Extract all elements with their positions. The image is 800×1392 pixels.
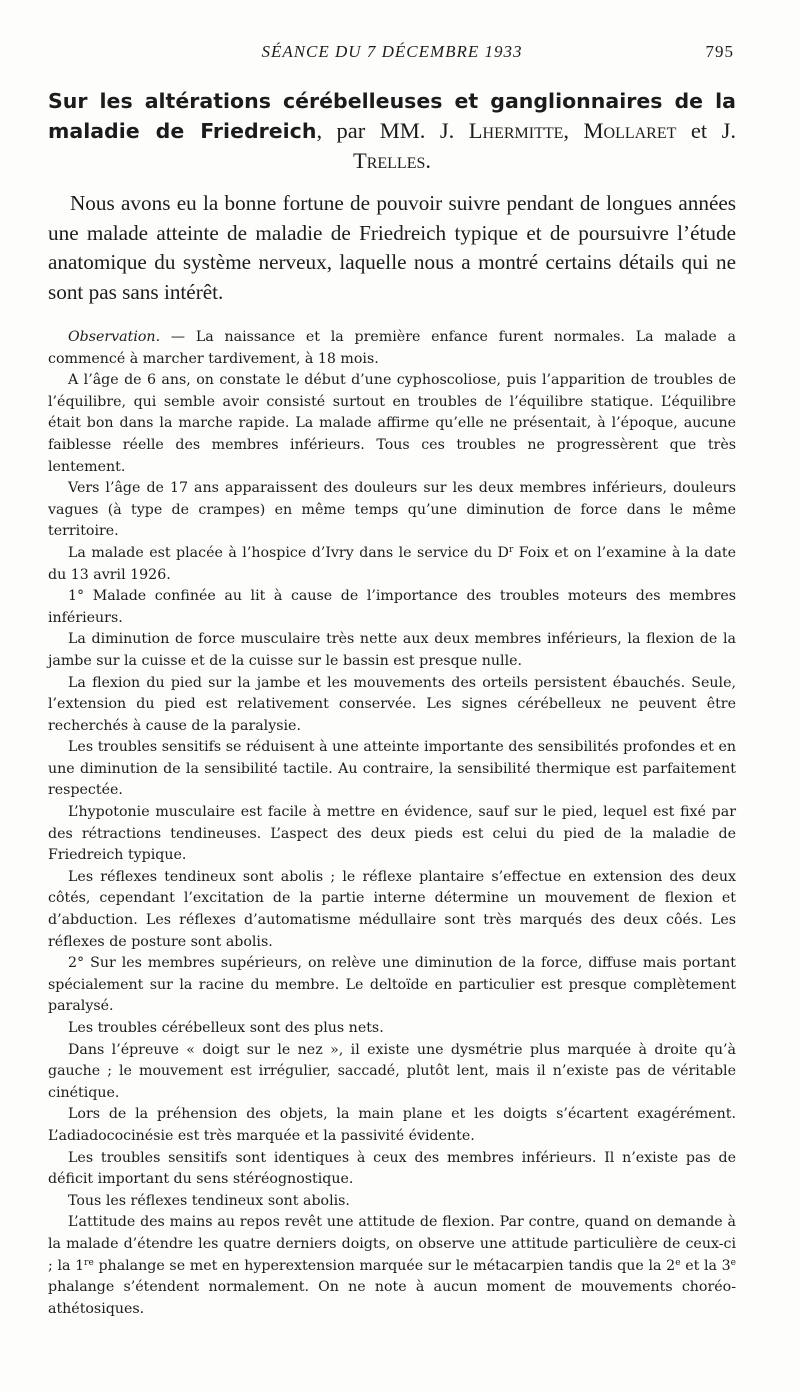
paragraph: Les réflexes tendineux sont abolis ; le réflexe plantaire s’effectue en extension des deux côtés, cependant l’excitation de la partie interne détermine un mouvement de flexion et d’abduction. Les réflexes d’automatisme médullaire sont très marqués des deux côés. Les réflexes de posture sont abolis. [48,868,736,950]
author-mollaret: Mollaret [583,118,677,143]
author-trelles: Trelles [352,148,426,173]
paragraph: La flexion du pied sur la jambe et les mouvements des orteils persistent ébauchés. Seule, l’extension du pied est relativement conservée. Les signes cérébelleux ne peuvent être recherchés à cause de la paralysie. [48,674,736,734]
paragraph: Dans l’épreuve « doigt sur le nez », il existe une dysmétrie plus marquée à droite qu’à gauche ; le mouvement est irrégulier, saccadé, plutôt lent, mais il n’existe pas de véritable cinétique. [48,1041,736,1101]
superscript: e [675,1257,681,1268]
paragraph: Les troubles sensitifs sont identiques à ceux des membres inférieurs. Il n’existe pas de déficit important du sens stéréognostique. [48,1149,736,1188]
paragraph: Vers l’âge de 17 ans apparaissent des douleurs sur les deux membres inférieurs, douleurs vagues (à type de crampes) en même temps qu’une diminution de force dans le même territoire. [48,480,736,540]
paragraph-text: et la 3 [680,1257,731,1274]
paragraph-observation [48,327,736,370]
title-sep1: , [563,118,584,143]
title-end: . [425,148,432,173]
paragraph: L’hypotonie musculaire est facile à mettre en évidence, sauf sur le pied, lequel est fixé par des rétractions tendineuses. L’aspect des deux pieds est celui du pied de la maladie de Friedreich typique. [48,804,736,864]
paragraph-text: Foix et on l’examine à la date du 13 avril 1926. [48,544,737,583]
paragraph-text: — La naissance et la première enfance furent normales. La malade a commencé à marcher tardivement, à 18 mois. [48,329,736,367]
paragraph: La diminution de force musculaire très nette aux deux membres inférieurs, la flexion de la jambe sur la cuisse et de la cuisse sur le bassin est presque nulle. [48,631,736,669]
paragraph-text: phalange se met en hyperextension marquée sur le métacarpien tandis que la 2 [93,1257,676,1274]
paragraph-text: L’attitude des mains au repos revêt une attitude de flexion. Par contre, quand on demande à la malade d’étendre les quatre derniers doigts, on observe une attitude particulière de ceux-ci ; la 1 [48,1214,736,1274]
paragraph: A l’âge de 6 ans, on constate le début d’une cyphoscoliose, puis l’apparition de troubles de l’équilibre, qui semble avoir consisté surtout en troubles de l’équilibre statique. L’équilibre était bon dans la marche rapide. La malade affirme qu’elle ne présentait, à l’époque, aucune faiblesse réelle des membres inférieurs. Tous ces troubles ne progressèrent que très lentement. [48,372,736,475]
article-title [48,86,736,175]
title-sep2: et J. [676,118,737,143]
author-lhermitte: Lhermitte [468,118,564,143]
paragraph: 1° Malade confinée au lit à cause de l’importance des troubles moteurs des membres inférieurs. [48,588,736,626]
paragraph-text: La malade est placée à l’hospice d’Ivry dans le service du D [68,544,509,561]
superscript: r [508,544,514,555]
page-number: 795 [705,42,734,61]
superscript: e [730,1257,736,1268]
running-head [48,38,736,68]
title-par: , par MM. J. [316,118,469,143]
paragraph: Tous les réflexes tendineux sont abolis. [68,1192,350,1209]
paragraph-text: phalange s’étendent normalement. On ne note à aucun moment de mouvements choréo-athétosiques. [48,1279,736,1317]
paragraph: Les troubles sensitifs se réduisent à une atteinte importante des sensibilités profondes et en une diminution de la sensibilité tactile. Au contraire, la sensibilité thermique est parfaitement respectée. [48,739,736,799]
superscript: re [84,1257,94,1268]
paragraph: Lors de la préhension des objets, la main plane et les doigts s’écartent exagérément. L’adiadococinésie est très marquée et la passivité évidente. [48,1106,736,1144]
paragraph [48,543,736,586]
intro-paragraph: Nous avons eu la bonne fortune de pouvoir suivre pendant de longues années une malade atteinte de maladie de Friedreich typique et de poursuivre l’étude anatomique du système nerveux, laquelle nous a montré certains détails qui ne sont pas sans intérêt. [48,191,736,304]
paragraph: 2° Sur les membres supérieurs, on relève une diminution de la force, diffuse mais portant spécialement sur la racine du membre. Le deltoïde en particulier est presque complètement paralysé. [48,955,736,1015]
paragraph [48,1212,736,1320]
running-title: SÉANCE DU 7 DÉCEMBRE 1933 [261,42,523,61]
observation-body [48,327,736,1320]
page [48,38,736,1320]
observation-label: Observation. [68,329,161,345]
paragraph: Les troubles cérébelleux sont des plus nets. [68,1020,384,1036]
title-main: Sur les altérations cérébelleuses et ganglionnaires de la maladie de Friedreich [48,89,736,143]
